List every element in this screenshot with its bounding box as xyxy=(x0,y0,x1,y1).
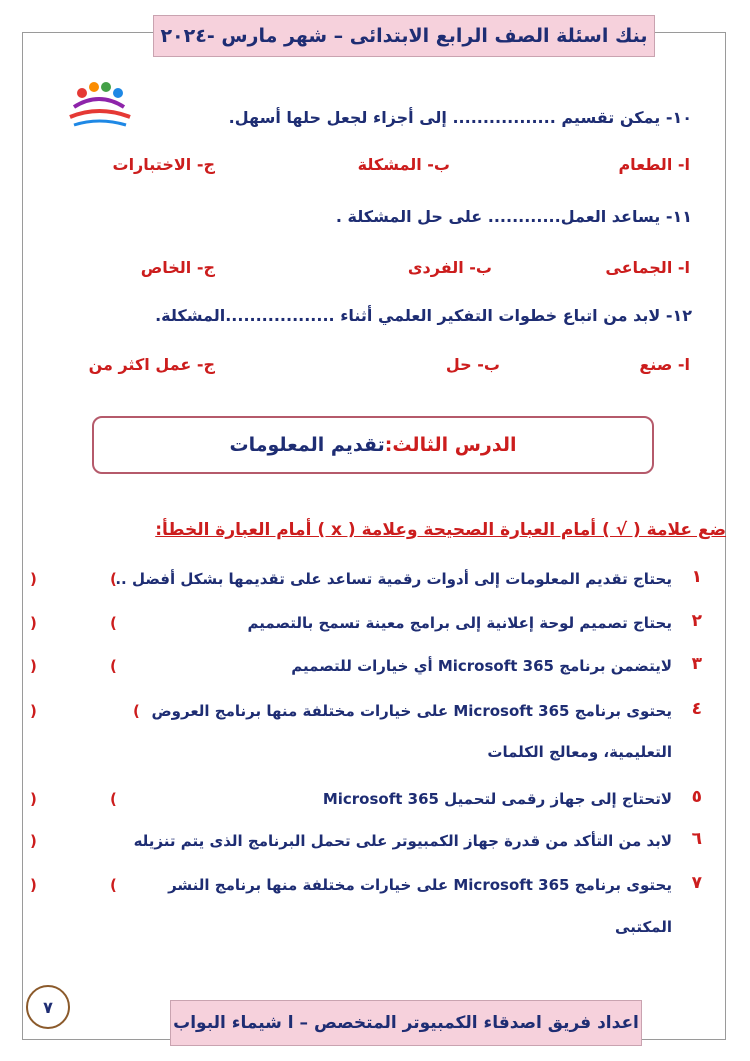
q10-option-b: ب- المشكلة xyxy=(357,155,450,174)
q11-option-b: ب- الفردى xyxy=(407,258,492,277)
lesson-box xyxy=(92,416,654,474)
statement-number: ٣ xyxy=(691,654,702,674)
statement-number: ٦ xyxy=(691,829,702,849)
q12-option-a: ا- صنع xyxy=(639,355,690,374)
lesson-label: الدرس الثالث: xyxy=(384,434,517,456)
statement-text: يحتاج تقديم المعلومات إلى أدوات رقمية تساعد على تقديمها بشكل أفضل .. xyxy=(115,570,672,588)
q10-option-c: ج- الاختبارات xyxy=(112,155,215,174)
question-11: ١١- يساعد العمل............ على حل المشكلة . xyxy=(335,207,692,226)
answer-paren-open: ( xyxy=(110,790,117,808)
answer-paren-open: ( xyxy=(110,657,117,675)
statement-text: يحتاج تصميم لوحة إعلانية إلى برامج معينة تسمح بالتصميم xyxy=(247,614,672,632)
instruction-heading: ضع علامة ( √ ) أمام العبارة الصحيحة وعلامة ( x ) أمام العبارة الخطأ: xyxy=(155,520,726,540)
page-number-text: ٧ xyxy=(43,997,53,1017)
answer-paren-open: ( xyxy=(133,702,140,720)
q12-option-c: ج- عمل اكثر من xyxy=(88,355,215,374)
question-10: ١٠- يمكن تقسيم ................. إلى أجزاء لجعل حلها أسهل. xyxy=(228,108,692,127)
answer-paren-close: ) xyxy=(30,876,37,894)
answer-paren-close: ) xyxy=(30,702,37,720)
statement-text: لاتحتاج إلى جهاز رقمى لتحميل Microsoft 365 xyxy=(322,790,672,808)
q12-option-b: ب- حل xyxy=(445,355,500,374)
statement-number: ١ xyxy=(691,567,702,587)
answer-paren-close: ) xyxy=(30,614,37,632)
answer-paren-close: ) xyxy=(30,657,37,675)
statement-text-continued: التعليمية، ومعالج الكلمات xyxy=(487,743,672,761)
q11-option-a: ا- الجماعى xyxy=(605,258,690,277)
header-title: بنك اسئلة الصف الرابع الابتدائى – شهر مارس -٢٠٢٤ xyxy=(160,25,648,47)
answer-paren-open: ( xyxy=(110,876,117,894)
footer-banner xyxy=(170,1000,642,1046)
question-12: ١٢- لابد من اتباع خطوات التفكير العلمي أثناء ..................المشكلة. xyxy=(155,306,692,325)
q11-option-c: ج- الخاص xyxy=(140,258,215,277)
answer-paren-close: ) xyxy=(30,832,37,850)
statement-number: ٧ xyxy=(691,873,702,893)
answer-paren-open: ( xyxy=(110,570,117,588)
q10-option-a: ا- الطعام xyxy=(618,155,690,174)
statement-number: ٤ xyxy=(691,699,702,719)
statement-number: ٥ xyxy=(691,787,702,807)
footer-text: اعداد فريق اصدقاء الكمبيوتر المتخصص – ا شيماء البواب xyxy=(173,1013,639,1033)
answer-paren-close: ) xyxy=(30,790,37,808)
statement-number: ٢ xyxy=(691,611,702,631)
lesson-title: تقديم المعلومات xyxy=(229,434,385,456)
header-banner xyxy=(153,15,655,57)
page-number xyxy=(26,985,70,1029)
answer-paren-open: ( xyxy=(110,614,117,632)
statement-text: يحتوى برنامج Microsoft 365 على خيارات مختلفة منها برنامج العروض xyxy=(151,702,672,720)
logo xyxy=(60,67,138,137)
statement-text: لابد من التأكد من قدرة جهاز الكمبيوتر على تحمل البرنامج الذى يتم تنزيله xyxy=(133,832,672,850)
statement-text: لايتضمن برنامج Microsoft 365 أي خيارات للتصميم xyxy=(291,657,672,675)
statement-text: يحتوى برنامج Microsoft 365 على خيارات مختلفة منها برنامج النشر xyxy=(168,876,672,894)
answer-paren-close: ) xyxy=(30,570,37,588)
statement-text-continued: المكتبى xyxy=(615,918,672,936)
